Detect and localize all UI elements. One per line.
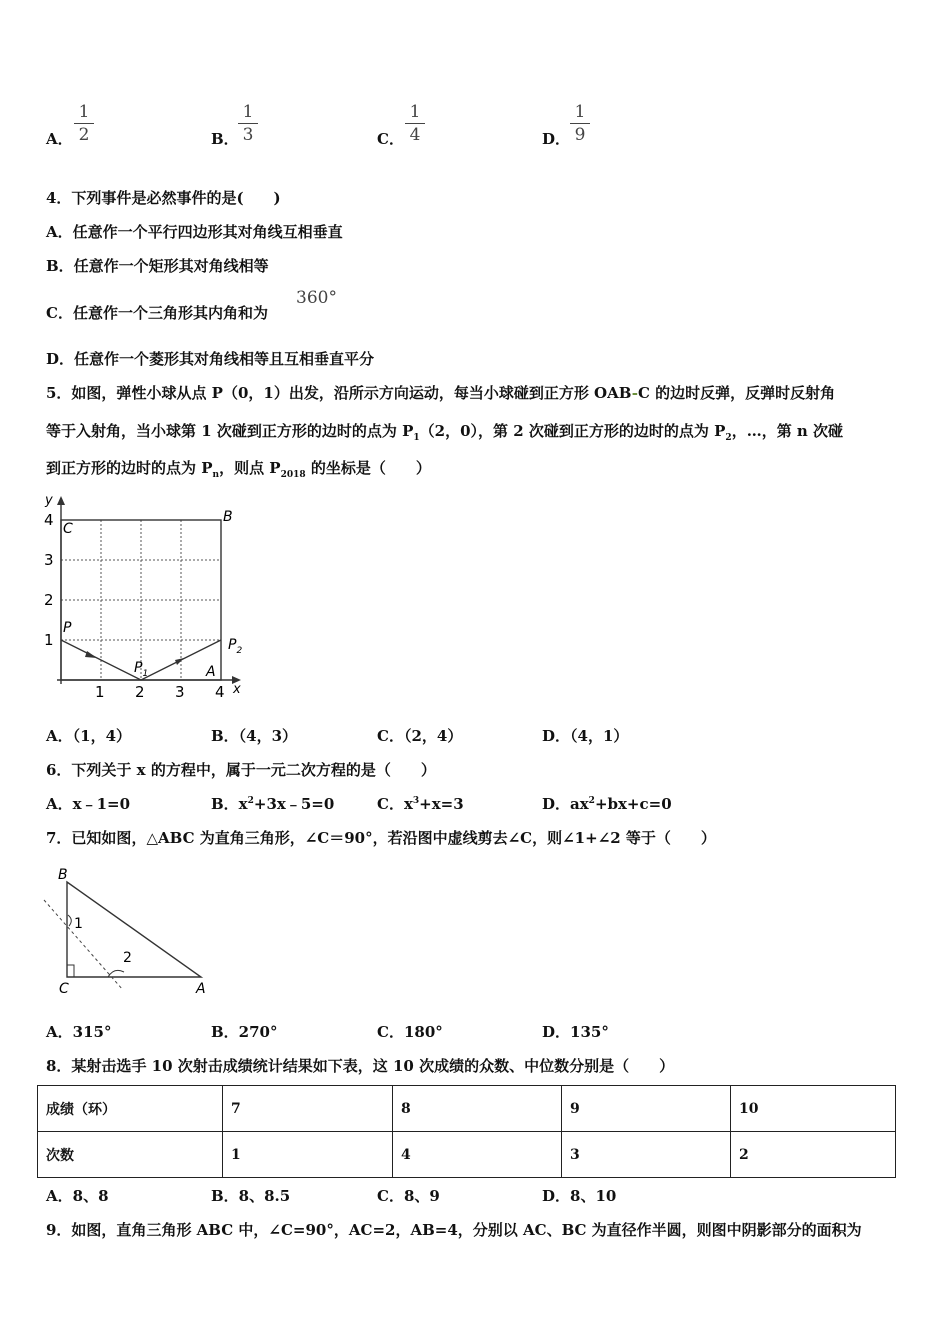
q5-line-3-part-c: 的坐标是（ ）: [305, 459, 431, 477]
x-tick-4: 4: [215, 683, 225, 701]
q6-option-c: [377, 793, 464, 814]
q3-option-c-letter: C．: [377, 130, 404, 148]
q4-option-c-value: 360°: [296, 288, 337, 308]
p2-letter: P: [228, 637, 237, 653]
angle-2-arc: [108, 970, 124, 977]
angle-1-arc: [68, 915, 71, 926]
table-cell: 2: [731, 1132, 896, 1178]
q5-stem-line-2: [46, 420, 843, 443]
q8-option-a: A．8、8: [46, 1187, 109, 1205]
q3-option-a-denominator: 2: [78, 125, 90, 145]
angle-1-label: 1: [74, 916, 83, 932]
q5-line-3-part-b: ，则点 P: [219, 459, 281, 477]
q7-option-d: D．135°: [542, 1023, 609, 1041]
q3-option-a-numerator: 1: [78, 102, 90, 122]
q5-option-b: B．（4，3）: [211, 727, 298, 745]
q5-option-c: C．（2，4）: [377, 727, 463, 745]
table-cell: 4: [393, 1132, 562, 1178]
q4-option-d: D．任意作一个菱形其对角线相等且互相垂直平分: [46, 350, 375, 368]
q6-option-b-pre: B．x: [211, 795, 248, 813]
q4-stem: 4．下列事件是必然事件的是( ): [46, 189, 281, 207]
q7-option-a: A．315°: [46, 1023, 112, 1041]
q7-option-b: B．270°: [211, 1023, 278, 1041]
q5-line-3-part-a: 到正方形的边时的点为 P: [46, 459, 213, 477]
path-arrow-1-icon: [85, 651, 97, 658]
x-axis-label: x: [233, 682, 241, 697]
q8-option-c: C．8、9: [377, 1187, 440, 1205]
q6-stem: 6．下列关于 x 的方程中，属于一元二次方程的是（ ）: [46, 761, 436, 779]
table-cell: 次数: [38, 1132, 223, 1178]
q4-option-c: C．任意作一个三角形其内角和为: [46, 304, 268, 322]
q8-stem: 8．某射击选手 10 次射击成绩统计结果如下表，这 10 次成绩的众数、中位数分别是（ ）: [46, 1057, 675, 1075]
subscript-n: n: [212, 470, 220, 480]
q5-stem-line-3: [46, 457, 431, 480]
vertex-b-label: B: [58, 867, 68, 883]
table-row: [38, 1132, 896, 1178]
x-tick-2: 2: [135, 683, 145, 701]
q3-option-b-denominator: 3: [242, 125, 254, 145]
p1-subscript: 1: [142, 669, 149, 679]
q3-option-c-numerator: 1: [409, 102, 421, 122]
q6-option-d: [542, 793, 672, 814]
point-p-label: P: [63, 620, 72, 636]
y-tick-2: 2: [44, 591, 54, 609]
q8-option-b: B．8、8.5: [211, 1187, 291, 1205]
table-cell: 成绩（环）: [38, 1086, 223, 1132]
q5-stem-line-1-end: C 的边时反弹，反弹时反射角: [637, 384, 836, 402]
table-row: [38, 1086, 896, 1132]
triangle-abc: [67, 882, 201, 977]
q4-option-a: A．任意作一个平行四边形其对角线互相垂直: [46, 223, 343, 241]
point-p2-label: [228, 637, 242, 656]
table-cell: 1: [223, 1132, 393, 1178]
path-arrow-2-icon: [175, 658, 184, 665]
q5-line-2-part-c: ，…，第 n 次碰: [731, 422, 844, 440]
y-axis-arrow-icon: [57, 496, 65, 505]
q3-option-a-fraction: [74, 102, 94, 145]
point-b-label: B: [223, 509, 233, 525]
y-tick-4: 4: [44, 511, 54, 529]
q3-option-b-numerator: 1: [242, 102, 254, 122]
vertex-a-label: A: [196, 981, 206, 997]
q3-option-d-denominator: 9: [574, 125, 586, 145]
q5-option-d: D．（4，1）: [542, 727, 629, 745]
q3-option-b-letter: B．: [211, 130, 239, 148]
grid-lines: [61, 520, 221, 680]
subscript-1: 1: [413, 433, 420, 443]
right-angle-mark: [67, 965, 74, 977]
q3-option-d-numerator: 1: [574, 102, 586, 122]
q7-stem: 7．已知如图，△ABC 为直角三角形，∠C＝90°，若沿图中虚线剪去∠C，则∠1+∠2 等于（ ）: [46, 829, 716, 847]
point-c-label: C: [63, 521, 73, 537]
q9-stem: 9．如图，直角三角形 ABC 中，∠C=90°，AC=2，AB=4，分别以 AC、BC 为直径作半圆，则图中阴影部分的面积为: [46, 1221, 862, 1239]
q3-option-a-letter: A．: [46, 130, 73, 148]
q5-line-2-part-a: 等于入射角，当小球第 1 次碰到正方形的边时的点为 P: [46, 422, 414, 440]
q3-option-c-denominator: 4: [409, 125, 421, 145]
x-tick-3: 3: [175, 683, 185, 701]
y-tick-1: 1: [44, 631, 54, 649]
point-a-label: A: [206, 664, 216, 680]
table-cell: 7: [223, 1086, 393, 1132]
superscript-2: 2: [588, 796, 595, 806]
fraction-bar: [238, 123, 258, 124]
table-cell: 10: [731, 1086, 896, 1132]
fraction-bar: [405, 123, 425, 124]
x-tick-1: 1: [95, 683, 105, 701]
q3-option-b-fraction: [238, 102, 258, 145]
table-cell: 8: [393, 1086, 562, 1132]
q6-option-b: [211, 793, 334, 814]
p2-subscript: 2: [236, 646, 243, 656]
fraction-bar: [570, 123, 590, 124]
q6-option-d-post: +bx+c=0: [594, 795, 672, 813]
table-cell: 9: [562, 1086, 731, 1132]
q6-option-b-post: +3x﹣5=0: [253, 795, 335, 813]
q4-option-b: B．任意作一个矩形其对角线相等: [46, 257, 269, 275]
q5-stem-line-1-dash: -: [631, 384, 638, 402]
q6-option-d-pre: D．ax: [542, 795, 589, 813]
vertex-c-label: C: [59, 981, 69, 997]
q3-option-d-fraction: [570, 102, 590, 145]
q5-line-2-part-b: （2，0），第 2 次碰到正方形的边时的点为 P: [419, 422, 726, 440]
q3-option-d-letter: D．: [542, 130, 571, 148]
q5-stem-line-1: [46, 382, 835, 403]
q7-triangle-figure: [38, 862, 218, 1002]
fraction-bar: [74, 123, 94, 124]
q3-option-c-fraction: [405, 102, 425, 145]
subscript-2: 2: [725, 433, 732, 443]
angle-2-label: 2: [123, 950, 132, 966]
q8-option-d: D．8、10: [542, 1187, 617, 1205]
q7-option-c: C．180°: [377, 1023, 443, 1041]
q5-option-a: A．（1，4）: [46, 727, 132, 745]
q6-option-a: A．x﹣1=0: [46, 795, 131, 813]
table-cell: 3: [562, 1132, 731, 1178]
y-axis-label: y: [45, 493, 53, 508]
q6-option-c-post: +x=3: [419, 795, 464, 813]
p1-letter: P: [134, 660, 143, 676]
q6-option-c-pre: C．x: [377, 795, 413, 813]
superscript-3: 3: [412, 796, 420, 806]
superscript-2: 2: [247, 796, 254, 806]
y-tick-3: 3: [44, 551, 54, 569]
q5-stem-line-1-text: 5．如图，弹性小球从点 P（0，1）出发，沿所示方向运动，每当小球碰到正方形 OAB: [46, 384, 632, 402]
q8-score-table: [37, 1085, 896, 1178]
q5-grid-figure: [38, 488, 253, 703]
subscript-2018: 2018: [280, 470, 306, 480]
